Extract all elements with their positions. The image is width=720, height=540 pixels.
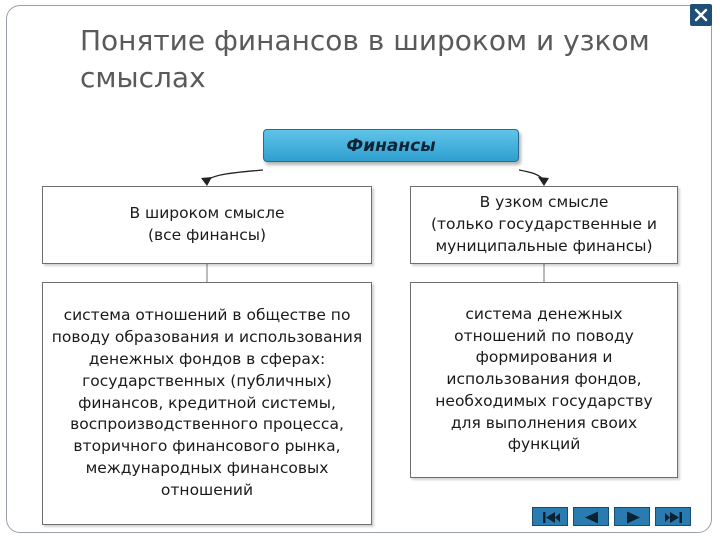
narrow-sense-definition-text: система денежных отношений по поводу формирования и использования фондов, необходимых государству для выполнения своих функций xyxy=(435,304,653,454)
nav-prev-button[interactable] xyxy=(573,507,609,526)
prev-icon xyxy=(574,508,610,527)
slide-title: Понятие финансов в широком и узком смыслах xyxy=(80,24,650,94)
last-icon xyxy=(656,508,692,527)
nav-next-button[interactable] xyxy=(614,507,650,526)
next-icon xyxy=(615,508,651,527)
narrow-sense-heading xyxy=(410,186,678,264)
nav-first-button[interactable] xyxy=(532,507,568,526)
nav-last-button[interactable] xyxy=(655,507,691,526)
connector-left xyxy=(207,170,263,181)
broad-sense-heading xyxy=(42,186,372,264)
broad-sense-definition xyxy=(42,282,372,525)
first-icon xyxy=(533,508,569,527)
root-node-finance: Финансы xyxy=(263,129,519,162)
arrowhead-left xyxy=(201,177,212,186)
narrow-sense-definition xyxy=(410,282,678,478)
narrow-sense-heading-text: В узком смысле (только государственные и муниципальные финансы) xyxy=(430,193,657,255)
broad-sense-heading-text: В широком смысле (все финансы) xyxy=(129,204,285,244)
arrowhead-right xyxy=(538,177,549,186)
broad-sense-definition-text: система отношений в обществе по поводу образования и использования денежных фондов в сферах: государственных (публичных) финансов, кредитной системы, воспроизводственного процесса, вторичного финансового рынка, международных финансовых отношений xyxy=(51,306,363,499)
